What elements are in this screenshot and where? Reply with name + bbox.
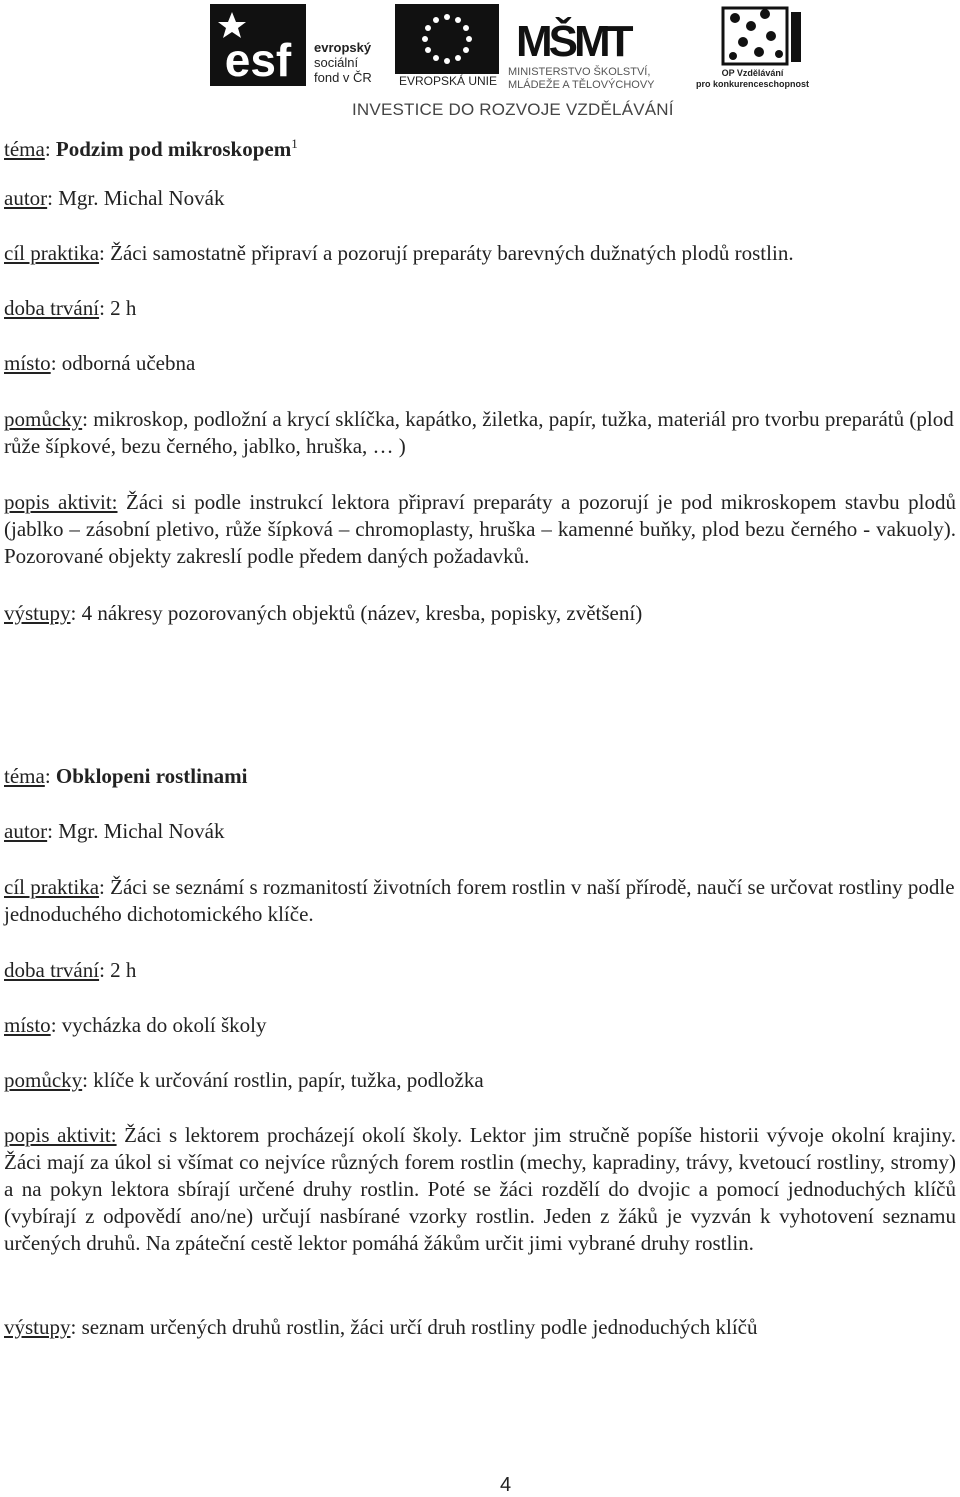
eu-stars-icon — [395, 4, 499, 74]
s2-tema: téma: Obklopeni rostlinami — [4, 764, 248, 788]
s1-misto-label: místo — [4, 351, 51, 375]
page-number: 4 — [500, 1474, 512, 1496]
s2-misto — [4, 1012, 956, 1039]
msmt-label — [508, 66, 693, 92]
s1-vystupy-label: výstupy — [4, 601, 71, 625]
s1-pomucky-label: pomůcky — [4, 407, 83, 431]
s2-popis-value: Žáci s lektorem procházejí okolí školy. Lektor jim stručně popíše historii vývoje okolní krajiny. Žáci mají za úkol si všímat co nejvíce různých forem rostlin (mechy, kapradiny, trávy, kvetoucí rostliny, stromy) a na pokyn lektora sbírají určené druhy rostlin. Poté se žáci rozdělí do dvojic a pomocí jednoduchých klíčů (vybírají z odpovědí ano/ne) určují nasbírané vzorky rostlin. Jeden z žáků je vyzván k vyhotovení seznamu určených druhů. Na zpáteční cestě lektor pomáhá žákům určit jimi vybrané druhy rostlin. — [4, 1123, 956, 1255]
svg-text:MŠMT: MŠMT — [516, 17, 630, 64]
esf-logo-icon — [210, 4, 306, 86]
s2-pomucky — [4, 1067, 956, 1094]
s1-popis — [4, 489, 956, 570]
s2-doba — [4, 957, 956, 984]
s1-autor-value: : Mgr. Michal Novák — [47, 186, 225, 210]
s1-autor-label: autor — [4, 186, 48, 210]
s2-popis — [4, 1122, 956, 1257]
s1-pomucky — [4, 406, 956, 460]
s2-tema-label: téma — [4, 764, 45, 788]
esf-logo — [210, 4, 306, 86]
s1-misto — [4, 350, 956, 377]
svg-text:esf: esf — [224, 34, 292, 86]
msmt-line-1: MINISTERSTVO ŠKOLSTVÍ, — [508, 66, 651, 78]
s2-vystupy — [4, 1314, 956, 1341]
s2-doba-label: doba trvání — [4, 958, 100, 982]
s1-doba-value: : 2 h — [99, 296, 137, 320]
s1-misto-value: : odborná učebna — [50, 351, 196, 375]
s2-cil-label: cíl praktika — [4, 875, 100, 899]
esf-line-2: sociální — [314, 55, 359, 70]
op-line-1: OP Vzdělávání — [721, 68, 784, 78]
s2-pomucky-value: : klíče k určování rostlin, papír, tužka, podložka — [82, 1068, 484, 1092]
s1-cil — [4, 240, 956, 267]
s1-popis-label: popis aktivit: — [4, 490, 118, 514]
eu-flag-logo — [395, 4, 499, 74]
s1-pomucky-value: : mikroskop, podložní a krycí sklíčka, kapátko, žiletka, papír, tužka, materiál pro tvorbu preparátů (plod růže šípkové, bezu černého, jablko, hruška, … ) — [4, 407, 954, 458]
s2-autor-label: autor — [4, 819, 48, 843]
s1-autor — [4, 185, 956, 212]
s1-vystupy — [4, 600, 956, 627]
s2-vystupy-label: výstupy — [4, 1315, 71, 1339]
s2-tema-value: Obklopeni rostlinami — [55, 764, 248, 788]
s1-popis-value: Žáci si podle instrukcí lektora připraví preparáty a pozorují je pod mikroskopem stavbu plodů (jablko – zásobní pletivo, růže šípková – chromoplasty, hruška – kamenné buňky, plod bezu černého - vakuoly). Pozorované objekty zakreslí podle předem daných požadavků. — [4, 490, 956, 568]
esf-label — [314, 40, 392, 85]
s1-tema: téma: Podzim pod mikroskopem$^1$ — [4, 136, 298, 161]
s2-misto-label: místo — [4, 1013, 51, 1037]
header-banner: INVESTICE DO ROZVOJE VZDĚLÁVÁNÍ — [352, 100, 674, 119]
s2-vystupy-value: : seznam určených druhů rostlin, žáci určí druh rostliny podle jednoduchých klíčů — [70, 1315, 758, 1339]
op-line-2: pro konkurenceschopnost — [695, 79, 810, 89]
msmt-logo-icon — [508, 2, 688, 64]
s2-misto-value: : vycházka do okolí školy — [50, 1013, 267, 1037]
s2-cil-value: : Žáci se seznámí s rozmanitostí životních forem rostlin v naší přírodě, naučí se určovat rostliny podle jednoduchého dichotomického klíče. — [4, 875, 955, 926]
eu-label: EVROPSKÁ UNIE — [398, 74, 498, 88]
msmt-line-2: MLÁDEŽE A TĚLOVÝCHOVY — [508, 79, 655, 91]
s2-cil — [4, 874, 956, 928]
op-logo-icon — [715, 4, 805, 72]
s1-cil-label: cíl praktika — [4, 241, 100, 265]
esf-line-3: fond v ČR — [314, 70, 372, 85]
s2-doba-value: : 2 h — [99, 958, 137, 982]
msmt-logo — [508, 2, 688, 112]
s1-tema-footnote: 1 — [291, 136, 298, 151]
s2-autor — [4, 818, 956, 845]
s1-doba-label: doba trvání — [4, 296, 100, 320]
s1-tema-label: téma — [4, 137, 45, 161]
s1-vystupy-value: : 4 nákresy pozorovaných objektů (název, kresba, popisky, zvětšení) — [70, 601, 643, 625]
s2-autor-value: : Mgr. Michal Novák — [47, 819, 225, 843]
esf-line-1: evropský — [314, 40, 372, 55]
s1-doba — [4, 295, 956, 322]
op-logo — [715, 4, 805, 72]
s2-pomucky-label: pomůcky — [4, 1068, 83, 1092]
s2-popis-label: popis aktivit: — [4, 1123, 117, 1147]
s1-tema-value: Podzim pod mikroskopem — [55, 137, 292, 161]
s1-cil-value: : Žáci samostatně připraví a pozorují preparáty barevných dužnatých plodů rostlin. — [99, 241, 794, 265]
op-label — [690, 68, 815, 90]
